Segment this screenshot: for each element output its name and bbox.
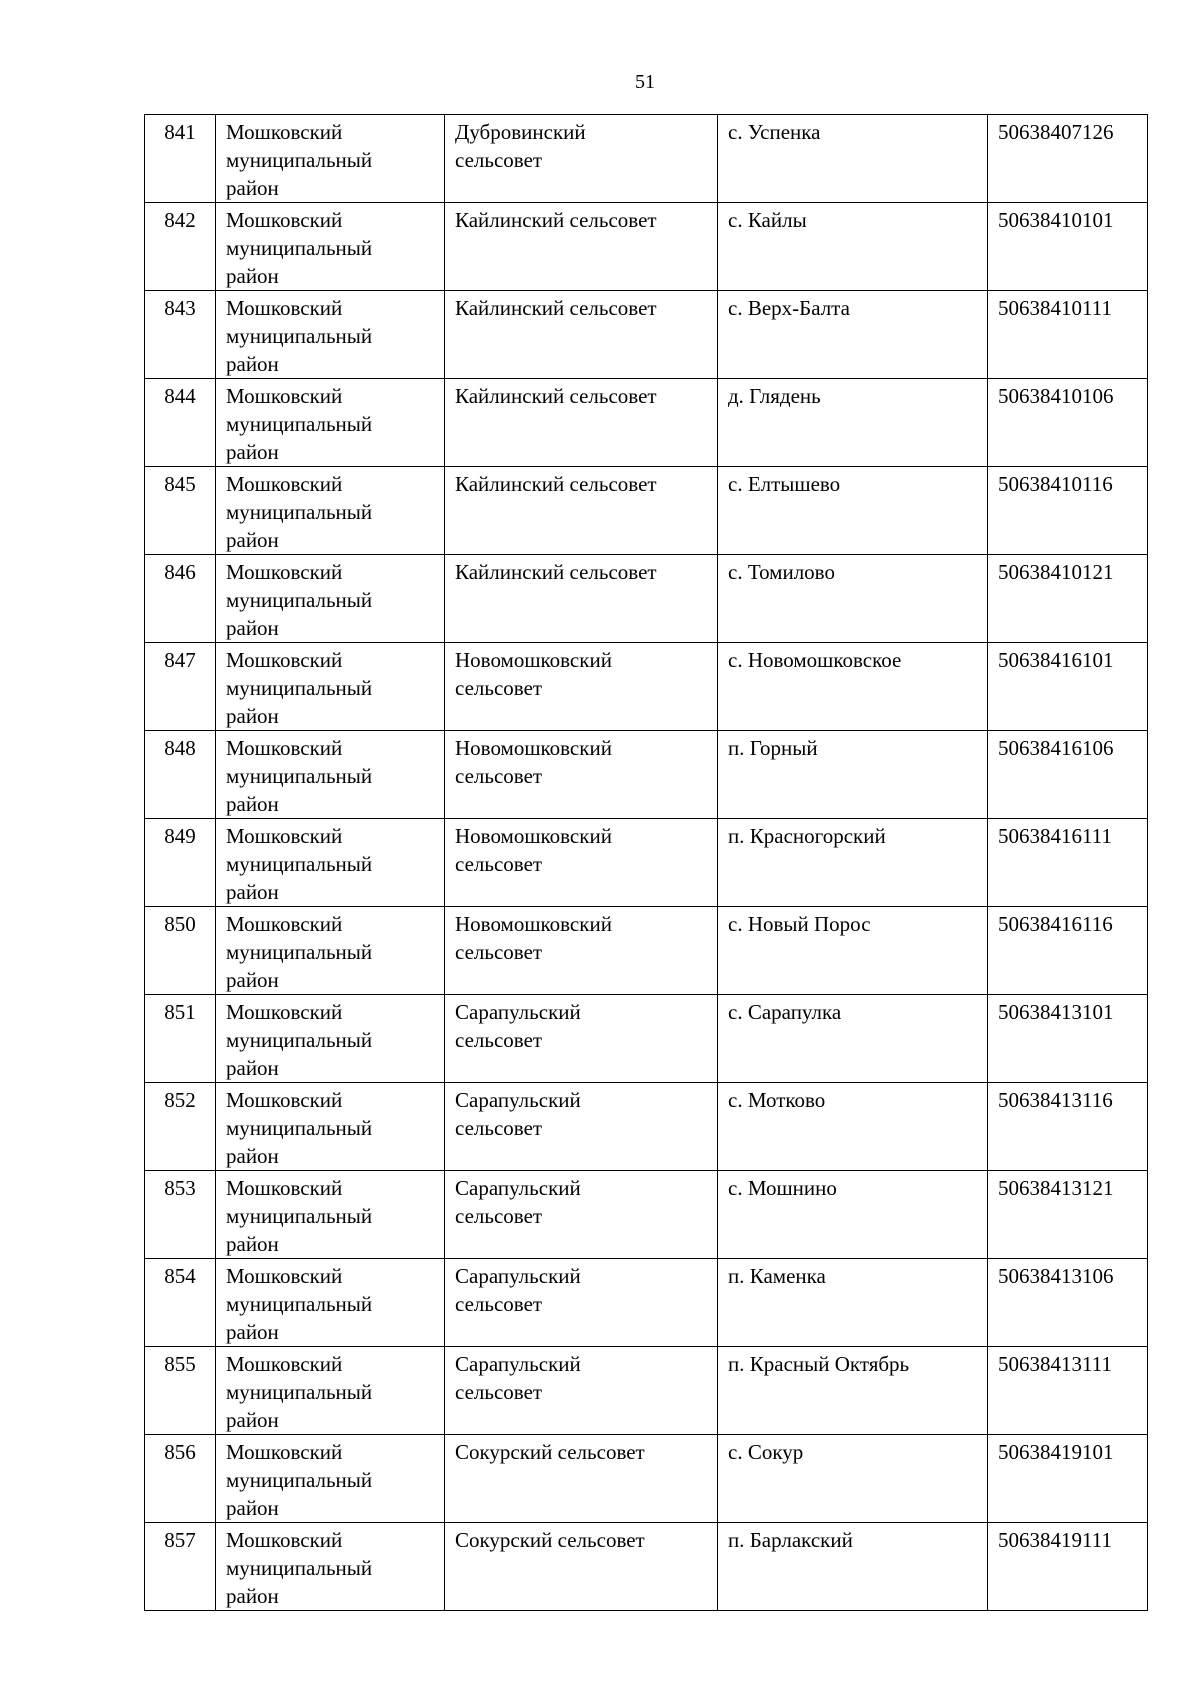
row-number-cell — [145, 203, 216, 291]
row-number-cell — [145, 819, 216, 907]
council-name-line: Новомошковский — [455, 648, 612, 672]
council-cell — [445, 1171, 718, 1259]
oktmo-code: 50638413121 — [998, 1176, 1114, 1200]
council-name-line: Дубровинский — [455, 120, 586, 144]
district-name-line: муниципальный — [226, 1380, 373, 1404]
council-cell — [445, 1347, 718, 1435]
row-number-cell — [145, 731, 216, 819]
district-name-line: Мошковский — [226, 736, 343, 760]
page-number: 51 — [635, 71, 655, 93]
settlement-name: с. Мошнино — [728, 1176, 837, 1200]
row-number: 857 — [164, 1528, 196, 1552]
settlement-name: с. Елтышево — [728, 472, 841, 496]
table-row — [145, 555, 1148, 643]
council-name-line: сельсовет — [455, 1204, 543, 1228]
district-name-line: Мошковский — [226, 1088, 343, 1112]
oktmo-code: 50638416101 — [998, 648, 1114, 672]
council-cell — [445, 555, 718, 643]
council-cell — [445, 203, 718, 291]
row-number: 844 — [164, 384, 196, 408]
district-name-line: район — [226, 352, 279, 376]
table-row — [145, 1523, 1148, 1611]
oktmo-code: 50638413116 — [998, 1088, 1113, 1112]
table-row — [145, 291, 1148, 379]
council-name-line: сельсовет — [455, 1028, 543, 1052]
row-number-cell — [145, 1083, 216, 1171]
oktmo-code-cell — [988, 1435, 1148, 1523]
district-cell — [216, 467, 445, 555]
row-number-cell — [145, 1171, 216, 1259]
district-cell — [216, 995, 445, 1083]
district-cell — [216, 643, 445, 731]
row-number: 841 — [164, 120, 196, 144]
row-number-cell — [145, 467, 216, 555]
settlement-cell — [718, 467, 988, 555]
settlement-cell — [718, 291, 988, 379]
oktmo-code: 50638416106 — [998, 736, 1114, 760]
row-number: 845 — [164, 472, 196, 496]
settlement-cell — [718, 907, 988, 995]
oktmo-code: 50638416111 — [998, 824, 1112, 848]
row-number-cell — [145, 291, 216, 379]
table-row — [145, 907, 1148, 995]
council-name-line: сельсовет — [455, 940, 543, 964]
district-name-line: Мошковский — [226, 1352, 343, 1376]
district-cell — [216, 819, 445, 907]
council-name-line: Сарапульский — [455, 1088, 581, 1112]
council-name-line: Кайлинский сельсовет — [455, 384, 657, 408]
oktmo-code-cell — [988, 643, 1148, 731]
table-row — [145, 1259, 1148, 1347]
district-name-line: район — [226, 880, 279, 904]
council-name-line: Кайлинский сельсовет — [455, 472, 657, 496]
settlement-name: с. Сокур — [728, 1440, 804, 1464]
oktmo-code: 50638413101 — [998, 1000, 1114, 1024]
council-name-line: Сарапульский — [455, 1176, 581, 1200]
settlement-cell — [718, 731, 988, 819]
district-name-line: район — [226, 440, 279, 464]
district-name-line: муниципальный — [226, 500, 373, 524]
settlement-name: п. Каменка — [728, 1264, 826, 1288]
council-name-line: Сокурский сельсовет — [455, 1440, 645, 1464]
district-cell — [216, 1523, 445, 1611]
row-number: 842 — [164, 208, 196, 232]
district-name-line: район — [226, 528, 279, 552]
table-row — [145, 1171, 1148, 1259]
settlement-cell — [718, 555, 988, 643]
district-name-line: муниципальный — [226, 676, 373, 700]
oktmo-code: 50638410116 — [998, 472, 1113, 496]
council-cell — [445, 467, 718, 555]
council-name-line: сельсовет — [455, 676, 543, 700]
row-number-cell — [145, 555, 216, 643]
oktmo-code: 50638413106 — [998, 1264, 1114, 1288]
district-name-line: Мошковский — [226, 648, 343, 672]
council-cell — [445, 1259, 718, 1347]
district-name-line: муниципальный — [226, 1468, 373, 1492]
council-name-line: Сарапульский — [455, 1264, 581, 1288]
council-name-line: сельсовет — [455, 1116, 543, 1140]
settlement-name: д. Глядень — [728, 384, 821, 408]
district-name-line: Мошковский — [226, 1000, 343, 1024]
council-cell — [445, 1523, 718, 1611]
row-number-cell — [145, 1523, 216, 1611]
table-row — [145, 203, 1148, 291]
district-name-line: муниципальный — [226, 1204, 373, 1228]
table-row — [145, 995, 1148, 1083]
council-name-line: Новомошковский — [455, 824, 612, 848]
settlements-table — [144, 114, 1148, 1611]
settlement-name: с. Новомошковское — [728, 648, 902, 672]
district-name-line: район — [226, 1496, 279, 1520]
settlement-cell — [718, 1171, 988, 1259]
district-name-line: район — [226, 176, 279, 200]
table-row — [145, 731, 1148, 819]
settlement-cell — [718, 643, 988, 731]
settlement-cell — [718, 203, 988, 291]
settlement-name: п. Горный — [728, 736, 818, 760]
settlement-name: п. Барлакский — [728, 1528, 853, 1552]
oktmo-code-cell — [988, 467, 1148, 555]
oktmo-code: 50638419101 — [998, 1440, 1114, 1464]
row-number: 846 — [164, 560, 196, 584]
settlement-name: с. Успенка — [728, 120, 821, 144]
district-cell — [216, 203, 445, 291]
oktmo-code-cell — [988, 1523, 1148, 1611]
row-number-cell — [145, 643, 216, 731]
council-name-line: сельсовет — [455, 1380, 543, 1404]
district-name-line: Мошковский — [226, 472, 343, 496]
settlement-cell — [718, 115, 988, 203]
oktmo-code-cell — [988, 379, 1148, 467]
oktmo-code-cell — [988, 203, 1148, 291]
district-name-line: муниципальный — [226, 324, 373, 348]
district-cell — [216, 907, 445, 995]
council-cell — [445, 643, 718, 731]
settlement-cell — [718, 1083, 988, 1171]
table-row — [145, 1083, 1148, 1171]
oktmo-code: 50638419111 — [998, 1528, 1112, 1552]
oktmo-code-cell — [988, 731, 1148, 819]
district-name-line: район — [226, 1056, 279, 1080]
oktmo-code-cell — [988, 819, 1148, 907]
council-name-line: Сарапульский — [455, 1000, 581, 1024]
council-name-line: Кайлинский сельсовет — [455, 560, 657, 584]
council-name-line: Кайлинский сельсовет — [455, 296, 657, 320]
oktmo-code-cell — [988, 115, 1148, 203]
district-name-line: Мошковский — [226, 1176, 343, 1200]
district-name-line: район — [226, 968, 279, 992]
row-number: 856 — [164, 1440, 196, 1464]
oktmo-code-cell — [988, 1083, 1148, 1171]
district-name-line: муниципальный — [226, 588, 373, 612]
oktmo-code: 50638410106 — [998, 384, 1114, 408]
oktmo-code-cell — [988, 907, 1148, 995]
district-cell — [216, 379, 445, 467]
oktmo-code: 50638407126 — [998, 120, 1114, 144]
council-name-line: сельсовет — [455, 148, 543, 172]
row-number: 852 — [164, 1088, 196, 1112]
oktmo-code-cell — [988, 995, 1148, 1083]
district-name-line: район — [226, 704, 279, 728]
council-name-line: Новомошковский — [455, 912, 612, 936]
settlement-name: п. Красный Октябрь — [728, 1352, 910, 1376]
council-name-line: сельсовет — [455, 1292, 543, 1316]
district-name-line: Мошковский — [226, 1528, 343, 1552]
table-row — [145, 1435, 1148, 1523]
council-name-line: Сарапульский — [455, 1352, 581, 1376]
district-name-line: район — [226, 616, 279, 640]
oktmo-code: 50638416116 — [998, 912, 1113, 936]
council-name-line: Сокурский сельсовет — [455, 1528, 645, 1552]
row-number-cell — [145, 1259, 216, 1347]
oktmo-code-cell — [988, 1171, 1148, 1259]
district-cell — [216, 115, 445, 203]
table-row — [145, 643, 1148, 731]
district-name-line: район — [226, 1408, 279, 1432]
row-number: 843 — [164, 296, 196, 320]
table-body — [145, 115, 1148, 1611]
settlement-name: п. Красногорский — [728, 824, 886, 848]
table-row — [145, 1347, 1148, 1435]
row-number: 855 — [164, 1352, 196, 1376]
district-name-line: Мошковский — [226, 824, 343, 848]
row-number-cell — [145, 995, 216, 1083]
council-cell — [445, 731, 718, 819]
district-name-line: муниципальный — [226, 1028, 373, 1052]
district-name-line: муниципальный — [226, 412, 373, 436]
row-number-cell — [145, 115, 216, 203]
council-cell — [445, 995, 718, 1083]
district-cell — [216, 1435, 445, 1523]
council-name-line: Новомошковский — [455, 736, 612, 760]
row-number: 851 — [164, 1000, 196, 1024]
settlement-cell — [718, 819, 988, 907]
settlement-cell — [718, 1523, 988, 1611]
district-name-line: район — [226, 792, 279, 816]
district-name-line: район — [226, 1144, 279, 1168]
row-number: 848 — [164, 736, 196, 760]
council-name-line: сельсовет — [455, 764, 543, 788]
oktmo-code-cell — [988, 1259, 1148, 1347]
row-number-cell — [145, 379, 216, 467]
oktmo-code: 50638410101 — [998, 208, 1114, 232]
table-row — [145, 379, 1148, 467]
district-name-line: Мошковский — [226, 912, 343, 936]
district-name-line: муниципальный — [226, 1556, 373, 1580]
council-cell — [445, 1435, 718, 1523]
council-cell — [445, 115, 718, 203]
district-cell — [216, 291, 445, 379]
row-number-cell — [145, 1347, 216, 1435]
council-cell — [445, 379, 718, 467]
district-name-line: район — [226, 264, 279, 288]
row-number-cell — [145, 1435, 216, 1523]
settlement-cell — [718, 995, 988, 1083]
district-name-line: Мошковский — [226, 1264, 343, 1288]
council-cell — [445, 907, 718, 995]
district-cell — [216, 1259, 445, 1347]
oktmo-code: 50638410121 — [998, 560, 1114, 584]
settlement-cell — [718, 379, 988, 467]
settlement-name: с. Мотково — [728, 1088, 826, 1112]
settlement-cell — [718, 1259, 988, 1347]
settlement-name: с. Верх-Балта — [728, 296, 850, 320]
settlement-cell — [718, 1435, 988, 1523]
row-number: 854 — [164, 1264, 196, 1288]
district-name-line: Мошковский — [226, 384, 343, 408]
council-name-line: сельсовет — [455, 852, 543, 876]
oktmo-code: 50638413111 — [998, 1352, 1112, 1376]
oktmo-code-cell — [988, 555, 1148, 643]
district-name-line: муниципальный — [226, 1116, 373, 1140]
oktmo-code-cell — [988, 291, 1148, 379]
council-cell — [445, 1083, 718, 1171]
district-cell — [216, 555, 445, 643]
district-cell — [216, 731, 445, 819]
table-row — [145, 819, 1148, 907]
district-name-line: муниципальный — [226, 764, 373, 788]
settlement-name: с. Кайлы — [728, 208, 807, 232]
district-cell — [216, 1083, 445, 1171]
district-name-line: Мошковский — [226, 296, 343, 320]
district-cell — [216, 1171, 445, 1259]
district-name-line: Мошковский — [226, 208, 343, 232]
district-cell — [216, 1347, 445, 1435]
row-number: 850 — [164, 912, 196, 936]
council-cell — [445, 819, 718, 907]
settlement-cell — [718, 1347, 988, 1435]
row-number-cell — [145, 907, 216, 995]
council-cell — [445, 291, 718, 379]
district-name-line: Мошковский — [226, 560, 343, 584]
district-name-line: муниципальный — [226, 940, 373, 964]
settlement-name: с. Томилово — [728, 560, 835, 584]
district-name-line: Мошковский — [226, 120, 343, 144]
oktmo-code-cell — [988, 1347, 1148, 1435]
row-number: 847 — [164, 648, 196, 672]
table-row — [145, 115, 1148, 203]
council-name-line: Кайлинский сельсовет — [455, 208, 657, 232]
district-name-line: район — [226, 1584, 279, 1608]
settlement-name: с. Новый Порос — [728, 912, 871, 936]
district-name-line: район — [226, 1232, 279, 1256]
row-number: 853 — [164, 1176, 196, 1200]
district-name-line: муниципальный — [226, 236, 373, 260]
district-name-line: район — [226, 1320, 279, 1344]
district-name-line: Мошковский — [226, 1440, 343, 1464]
oktmo-code: 50638410111 — [998, 296, 1112, 320]
district-name-line: муниципальный — [226, 1292, 373, 1316]
district-name-line: муниципальный — [226, 148, 373, 172]
row-number: 849 — [164, 824, 196, 848]
table-row — [145, 467, 1148, 555]
district-name-line: муниципальный — [226, 852, 373, 876]
settlement-name: с. Сарапулка — [728, 1000, 842, 1024]
